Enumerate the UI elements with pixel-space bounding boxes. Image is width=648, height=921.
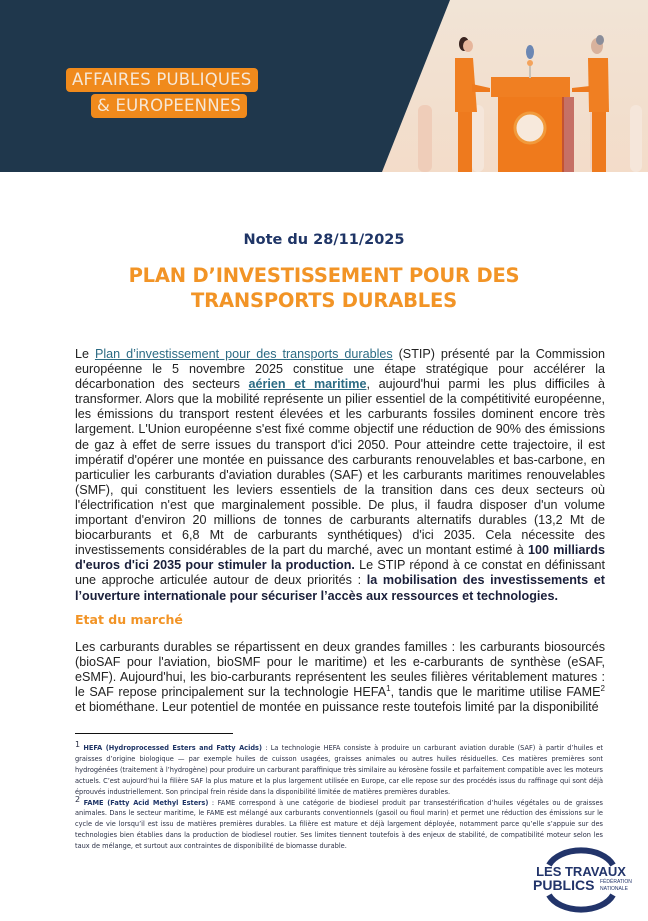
- note-date: Note du 28/11/2025: [243, 232, 405, 248]
- category-tag-line2: & EUROPEENNES: [91, 94, 247, 118]
- intro-bold-amount: 100 milliards d'euros d'ici 2035 pour stimuler la production.: [75, 543, 605, 573]
- footnote-1-text: : La technologie HEFA consiste à produire un carburant aviation durable (SAF) à partir d’huiles et graisses d’origine biologique — par exemple huiles de cuisson usagées, graisses animales ou autres huiles résiduelles. Ces matières premières sont hydrogénées (traitement à l’hydrogène) pour produire un carburant paraffinique très similaire au kérosène fossile et parfaitement compatible avec les moteurs actuels. C’est aujourd’hui la filière SAF la plus mature et la plus largement utilisée en Europe, car elle repose sur des procédés issus du raffinage qui sont déjà éprouvés industriellement. Son principal frein réside dans la disponibilité limitée de matières premières durables.: [75, 744, 603, 796]
- category-tag-line1: AFFAIRES PUBLIQUES: [66, 68, 258, 92]
- intro-text-1: Le: [75, 347, 95, 361]
- footnote-2-text: : FAME correspond à une catégorie de biodiesel produit par transestérification d’huiles végétales ou de graisses animales. Dans le secteur maritime, le FAME est mélangé aux carburants conventionnels (gasoil ou fioul marin) et permet une réduction des émissions sur le cycle de vie lorsqu’il est issu de matières premières durables. La filière est mature et déjà largement déployée, notamment parce qu’elle s’appuie sur des technologies bien établies dans la production de biodiesel routier. Ses limites tiennent toutefois à des enjeux de stabilité, de compatibilité moteur selon les taux de mélange, et surtout aux contraintes de disponibilité de biomasse durable.: [75, 798, 603, 851]
- market-text-1: Les carburants durables se répartissent en deux grandes familles : les carburants biosourcés (bioSAF pour l'aviation, bioSMF pour le maritime) et les e-carburants de synthèse (eSAF, eSMF). Aujourd'hui, les bio-carburants représentent les seules filières véritablement matures : le SAF repose principalement sur la technologie HEFA: [75, 640, 605, 700]
- intro-paragraph: [75, 347, 605, 604]
- intro-text-4: Le STIP répond à ce constat en définissant une approche articulée autour de deux priorités :: [75, 558, 605, 588]
- section-heading-etat-du-marche: Etat du marché: [75, 612, 183, 627]
- intro-text-2: (STIP) présenté par la Commission européenne le 5 novembre 2025 constitue une étape stratégique pour accélérer la décarbonation des secteurs: [75, 347, 605, 392]
- footnote-1-number: 1: [75, 739, 81, 749]
- market-paragraph: [75, 640, 605, 715]
- market-text-2: , tandis que le maritime utilise FAME: [390, 685, 601, 700]
- logo-sub-1: FÉDÉRATION: [600, 879, 632, 885]
- logo-sub-2: NATIONALE: [600, 886, 628, 892]
- footnote-2-term: FAME (Fatty Acid Methyl Esters): [83, 798, 209, 807]
- footnote-ref-2[interactable]: 2: [600, 684, 605, 694]
- sectors-link[interactable]: aérien et maritime: [248, 377, 367, 392]
- title-line-2: TRANSPORTS DURABLES: [191, 289, 457, 312]
- logo-line-1: LES TRAVAUX: [536, 864, 626, 879]
- footnote-2-number: 2: [75, 794, 81, 804]
- logo-line-2: PUBLICS: [533, 877, 595, 893]
- footnotes: [75, 739, 603, 852]
- footnote-2: [75, 794, 603, 853]
- intro-bold-priorities: la mobilisation des investissements et l’ouverture internationale pour sécuriser l’accès aux ressources et technologies.: [75, 573, 605, 603]
- document-title: [60, 263, 588, 313]
- footnote-1: [75, 739, 603, 798]
- header-banner: [0, 0, 648, 172]
- intro-text-3: , aujourd'hui parmi les plus difficiles à transformer. Alors que la mobilité représente un pilier essentiel de la compétitivité européenne, les émissions du transport restent élevées et les carburants fossiles dominent encore très largement. L'Union européenne s'est fixé comme objectif une réduction de 90% des émissions de gaz à effet de serre issues du transport d'ici 2050. Pour atteindre cette trajectoire, il est impératif d'opérer une montée en puissance des carburants renouvelables et bas-carbone, en particulier les carburants d'aviation durables (SAF) et les carburants maritimes renouvelables (SMF), qui constituent les leviers essentiels de la transition dans ces deux secteurs où l'électrification n'est que marginalement possible. De plus, il faudra disposer d'un volume important d'environ 20 millions de tonnes de carburants alternatifs durables (13,2 Mt de biocarburants et 6,8 Mt de carburants synthétiques) d'ici 2035. Cela nécessite des investissements considérables de la part du marché, avec un montant estimé à: [75, 377, 605, 558]
- market-text-3: et biométhane. Leur potentiel de montée en puissance reste toutefois limité par la disponibilité: [75, 700, 599, 715]
- footnote-divider: [75, 733, 233, 734]
- title-line-1: PLAN D’INVESTISSEMENT POUR DES: [128, 264, 520, 287]
- fntp-logo: [527, 843, 635, 913]
- footnote-ref-1[interactable]: 1: [386, 684, 391, 694]
- footnote-1-term: HEFA (Hydroprocessed Esters and Fatty Acids): [83, 744, 262, 752]
- stip-link[interactable]: Plan d’investissement pour des transports durables: [94, 347, 393, 361]
